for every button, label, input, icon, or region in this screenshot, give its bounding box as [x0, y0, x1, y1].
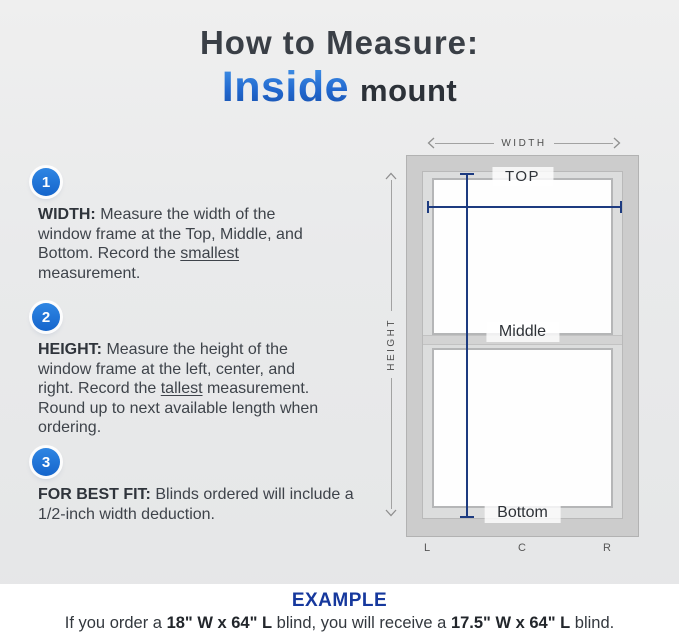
step-2-underlined-word: tallest: [160, 380, 203, 397]
height-arrow-line: [391, 180, 392, 311]
window-top-sash-pane: [432, 178, 613, 335]
title-mount-type: Inside: [221, 63, 350, 111]
received-size-value: 17.5" W x 64" L: [450, 614, 571, 632]
width-arrow-line: [435, 143, 494, 144]
center-position-mark: C: [518, 542, 527, 554]
window-illustration: [406, 155, 639, 537]
window-top-label: TOP: [492, 167, 553, 186]
step-3-text: FOR BEST FIT: Blinds ordered will include a 1/2-inch width deduction.: [38, 486, 354, 523]
step-3-number: 3: [41, 453, 51, 471]
example-sentence: If you order a 18" W x 64" L blind, you will receive a 17.5" W x 64" L blind.: [64, 614, 615, 632]
step-1-number-badge: [32, 168, 60, 196]
example-heading: EXAMPLE: [291, 590, 388, 611]
step-2: [30, 303, 333, 438]
step-2-text: HEIGHT: Measure the height of the window frame at the left, center, and right. Record the tallest measurement. Round up to next available length when ordering.: [38, 341, 319, 436]
width-arrow-label: WIDTH: [501, 137, 547, 149]
window-bottom-sash-pane: [432, 348, 613, 508]
height-measure-line: [466, 173, 468, 518]
width-dimension-arrow: [427, 136, 621, 150]
step-1-text: WIDTH: Measure the width of the window frame at the Top, Middle, and Bottom. Record the smallest measurement.: [38, 206, 303, 282]
step-2-number: 2: [41, 308, 51, 326]
step-2-lead: HEIGHT:: [38, 341, 102, 358]
arrow-left-icon: [427, 137, 435, 149]
height-arrow-label: HEIGHT: [385, 318, 397, 371]
example-section: [0, 584, 679, 642]
step-3: [30, 448, 356, 524]
arrow-right-icon: [613, 137, 621, 149]
step-1: [30, 168, 326, 283]
right-position-mark: R: [603, 542, 612, 554]
window-middle-label: Middle: [486, 322, 559, 342]
arrow-up-icon: [385, 172, 397, 180]
step-3-number-badge: [32, 448, 60, 476]
title-line2: [0, 63, 679, 112]
step-1-underlined-word: smallest: [180, 245, 239, 262]
window-opening: [422, 171, 623, 519]
title-line1: How to Measure:: [199, 24, 480, 61]
page-title: [0, 24, 679, 112]
step-2-number-badge: [32, 303, 60, 331]
arrow-down-icon: [385, 509, 397, 517]
left-position-mark: L: [424, 542, 431, 554]
step-3-lead: FOR BEST FIT:: [38, 486, 151, 503]
ordered-size-value: 18" W x 64" L: [166, 614, 273, 632]
title-mount-word: mount: [360, 73, 458, 108]
height-dimension-arrow: [384, 172, 398, 517]
step-1-lead: WIDTH:: [38, 206, 96, 223]
step-1-number: 1: [41, 173, 51, 191]
window-bottom-label: Bottom: [484, 503, 561, 523]
height-arrow-line: [391, 378, 392, 509]
width-measure-line: [427, 206, 622, 208]
width-arrow-line: [554, 143, 613, 144]
